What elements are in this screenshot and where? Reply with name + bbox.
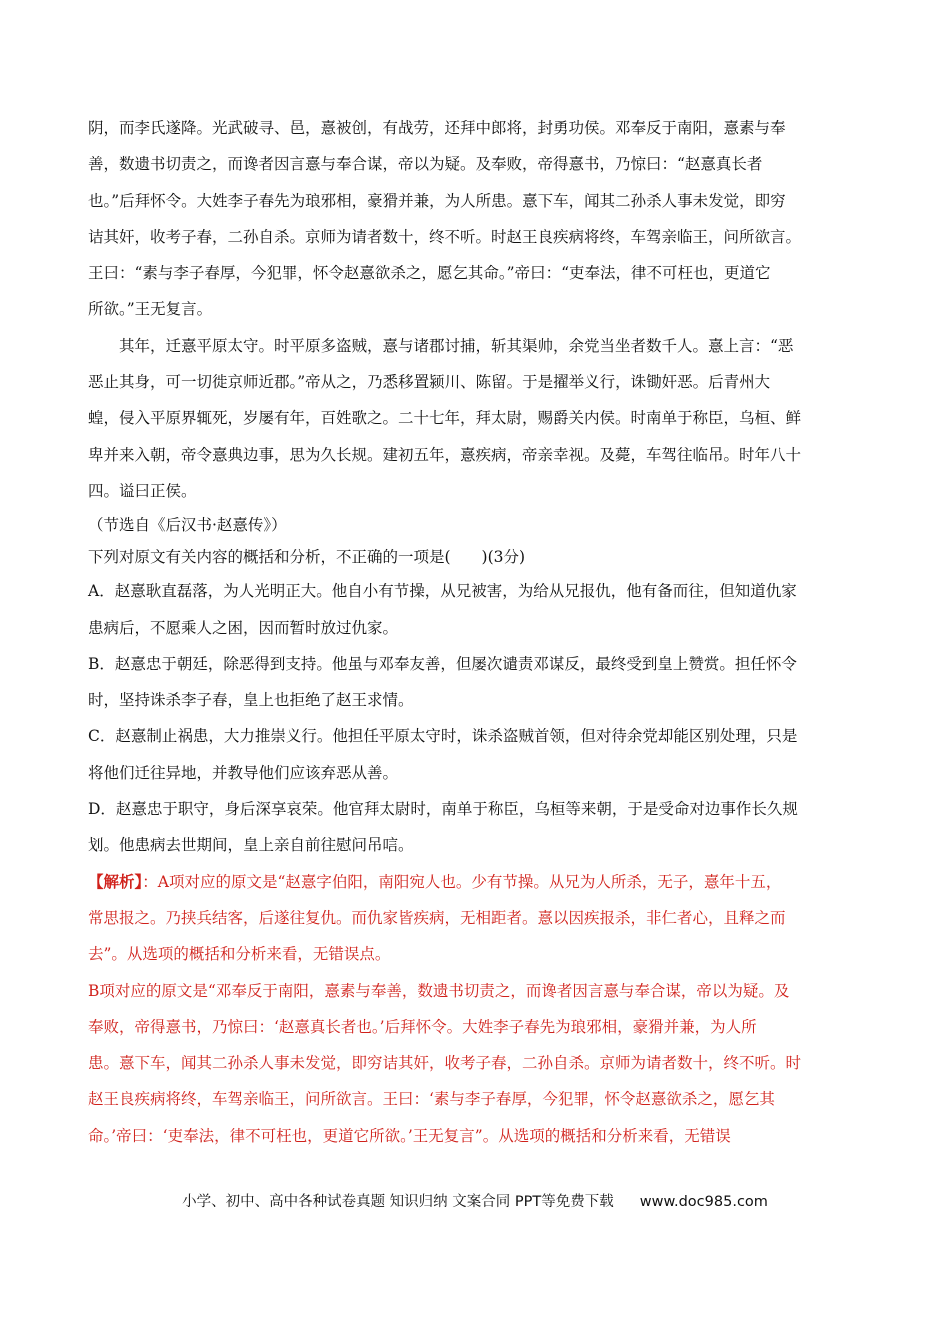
- option-c-line-1: C．赵憙制止祸患，大力推崇义行。他担任平原太守时，诛杀盗贼首领，但对待余党却能区别处理，只是: [88, 727, 798, 746]
- passage-source: （节选自《后汉书·赵憙传》）: [88, 516, 287, 535]
- analysis-line: 命。’帝曰：‘吏奉法，律不可枉也，更道它所欲。’王无复言”。从选项的概括和分析来看，无错误: [88, 1126, 731, 1145]
- analysis-line: B项对应的原文是“邓奉反于南阳，憙素与奉善，数遗书切责之，而谗者因言憙与奉合谋，帝以为疑。及: [88, 981, 790, 1000]
- footer-url[interactable]: www.doc985.com: [639, 1194, 768, 1210]
- option-d-line-1: D．赵憙忠于职守，身后深享哀荣。他官拜太尉时，南单于称臣，乌桓等来朝，于是受命对边事作长久规: [88, 800, 798, 819]
- option-b-line-2: 时，坚持诛杀李子春，皇上也拒绝了赵王求情。: [88, 691, 414, 710]
- analysis-line: 常思报之。乃挟兵结客，后遂往复仇。而仇家皆疾病，无相距者。憙以因疾报杀，非仁者心，且释之而: [88, 908, 786, 927]
- passage-line: 王曰：“素与李子春厚，今犯罪，怀令赵憙欲杀之，愿乞其命。”帝曰：“吏奉法，律不可枉也，更道它: [88, 264, 771, 283]
- analysis-text: ：A项对应的原文是“赵憙字伯阳，南阳宛人也。少有节操。从兄为人所杀，无子，憙年十五，: [142, 872, 782, 891]
- passage-line: 其年，迁憙平原太守。时平原多盗贼，憙与诸郡讨捕，斩其渠帅，余党当坐者数千人。憙上言：“恶: [119, 336, 794, 355]
- passage-line: 阴，而李氏遂降。光武破寻、邑，憙被创，有战劳，还拜中郎将，封勇功侯。邓奉反于南阳，憙素与奉: [88, 119, 786, 137]
- document-page: [88, 110, 863, 1154]
- analysis-line: 患。憙下车，闻其二孙杀人事未发觉，即穷诘其奸，收考子春，二孙自杀。京师为请者数十，终不听。时: [88, 1054, 802, 1073]
- passage-line: 也。”后拜怀令。大姓李子春先为琅邪相，豪猾并兼，为人所患。憙下车，闻其二孙杀人事未发觉，即穷: [88, 191, 786, 210]
- passage-line: 善，数遗书切责之，而谗者因言憙与奉合谋，帝以为疑。及奉败，帝得憙书，乃惊曰：“赵憙真长者: [88, 155, 763, 174]
- passage-line: 卑并来入朝，帝令憙典边事，思为久长规。建初五年，憙疾病，帝亲幸视。及薨，车驾往临吊。时年八十: [88, 445, 802, 464]
- passage-line: 所欲。”王无复言。: [88, 300, 213, 319]
- analysis-line: 赵王良疾病将终，车驾亲临王，问所欲言。王曰：‘素与李子春厚，今犯罪，怀令赵憙欲杀之，愿乞其: [88, 1090, 775, 1109]
- analysis-line: 奉败，帝得憙书，乃惊曰：‘赵憙真长者也。’后拜怀令。大姓李子春先为琅邪相，豪猾并兼，为人所: [88, 1017, 757, 1036]
- option-a-line-1: A．赵憙耿直磊落，为人光明正大。他自小有节操，从兄被害，为给从兄报仇，他有备而往，但知道仇家: [88, 582, 797, 601]
- analysis-line: [88, 864, 863, 900]
- question-stem: 下列对原文有关内容的概括和分析，不正确的一项是( )(3分): [88, 548, 526, 567]
- option-a-line-2: 患病后，不愿乘人之困，因而暂时放过仇家。: [88, 618, 399, 637]
- option-d-line-2: 划。他患病去世期间，皇上亲自前往慰问吊唁。: [88, 836, 414, 855]
- option-b-line-1: B．赵憙忠于朝廷，除恶得到支持。他虽与邓奉友善，但屡次谴责邓谋反，最终受到皇上赞赏。担任怀令: [88, 654, 797, 673]
- page-footer: [0, 1190, 950, 1211]
- option-c-line-2: 将他们迁往异地，并教导他们应该弃恶从善。: [88, 763, 399, 782]
- passage-line: 蝗，侵入平原界辄死，岁屡有年，百姓歌之。二十七年，拜太尉，赐爵关内侯。时南单于称臣，乌桓、鲜: [88, 409, 802, 428]
- passage-line: 恶止其身，可一切徙京师近郡。”帝从之，乃悉移置颍川、陈留。于是擢举义行，诛锄奸恶。后青州大: [88, 373, 771, 392]
- analysis-tag: 【解析】: [88, 871, 143, 891]
- analysis-line: 去”。从选项的概括和分析来看，无错误点。: [88, 945, 391, 964]
- passage-line: 四。谥曰正侯。: [88, 481, 197, 500]
- passage-line: 诘其奸，收考子春，二孙自杀。京师为请者数十，终不听。时赵王良疾病将终，车驾亲临王，问所欲言。: [88, 227, 802, 246]
- footer-text: 小学、初中、高中各种试卷真题 知识归纳 文案合同 PPT等免费下载: [182, 1194, 614, 1210]
